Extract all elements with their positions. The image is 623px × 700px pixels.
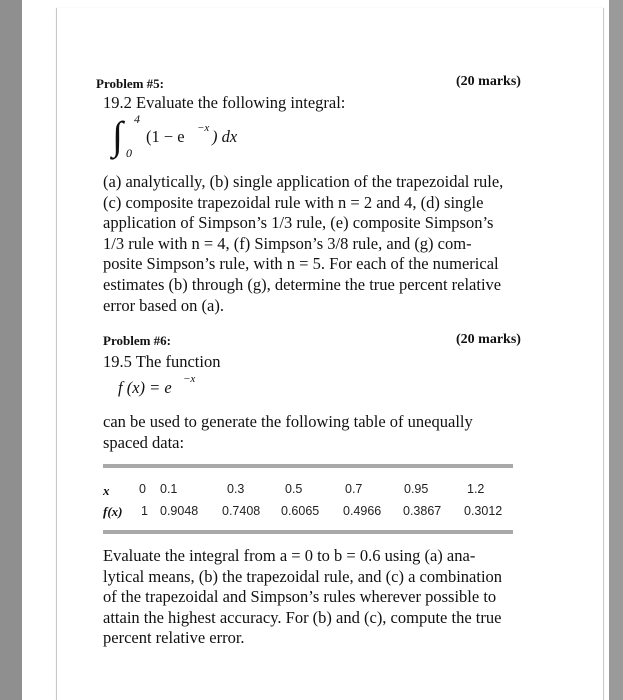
- integral-lower-limit: 0: [126, 146, 132, 160]
- table-top-rule: [103, 464, 513, 468]
- table-fx-label: f(x): [103, 504, 123, 519]
- problem6-line: of the trapezoidal and Simpson’s rules wherever possible to: [103, 587, 497, 607]
- table-fx-value: 0.4966: [343, 504, 382, 518]
- problem6-line: lytical means, (b) the trapezoidal rule, and (c) a combination: [103, 566, 503, 586]
- problem5-line: 1/3 rule with n = 4, (f) Simpson’s 3/8 rule, and (g) com-: [103, 233, 472, 253]
- table-fx-value: 0.6065: [281, 504, 320, 518]
- integral-expression: [112, 112, 312, 162]
- integral-dx: ) dx: [212, 127, 238, 146]
- table-fx-value: 0.7408: [222, 504, 261, 518]
- function-definition: [118, 373, 238, 401]
- problem5-paragraph: [103, 172, 523, 316]
- table-x-value: 0.5: [285, 482, 303, 496]
- table-fx-value: 1: [141, 504, 148, 518]
- problem6-paragraph: [103, 546, 523, 649]
- table-x-value: 0.7: [345, 482, 363, 496]
- problem6-marks: (20 marks): [456, 332, 521, 347]
- table-x-value: 0.95: [404, 482, 429, 496]
- integrand-exponent: −x: [197, 122, 210, 134]
- integral-upper-limit: 4: [134, 112, 140, 126]
- problem6-line: percent relative error.: [103, 628, 245, 648]
- integral-sign: ∫: [112, 113, 123, 158]
- problem5-heading: Problem #5:: [96, 76, 164, 91]
- problem5-line: estimates (b) through (g), determine the true percent relative: [103, 274, 502, 294]
- right-margin-bar: [609, 0, 623, 700]
- integrand: (1 − e: [146, 127, 185, 146]
- problem6-intro-line: spaced data:: [103, 432, 185, 452]
- table-x-value: 0.1: [160, 482, 178, 496]
- table-bottom-rule: [103, 530, 513, 534]
- problem6-heading: Problem #6:: [103, 333, 171, 348]
- table-fx-value: 0.9048: [160, 504, 199, 518]
- problem6-question: 19.5 The function: [103, 352, 221, 371]
- problem6-intro: [103, 412, 523, 453]
- function-lhs: f (x) = e: [118, 378, 172, 397]
- table-x-label: x: [103, 483, 110, 498]
- problem6-line: attain the highest accuracy. For (b) and (c), compute the true: [103, 607, 502, 627]
- table-x-value: 0: [139, 482, 146, 496]
- problem5-question: 19.2 Evaluate the following integral:: [103, 93, 346, 112]
- problem5-marks: (20 marks): [456, 74, 521, 89]
- problem5-line: posite Simpson’s rule, with n = 5. For each of the numerical: [103, 254, 499, 274]
- table-x-value: 0.3: [227, 482, 245, 496]
- problem5-line: (a) analytically, (b) single application of the trapezoidal rule,: [103, 172, 504, 191]
- table-x-value: 1.2: [467, 482, 485, 496]
- table-fx-value: 0.3867: [403, 504, 442, 518]
- left-margin-bar: [0, 0, 22, 700]
- problem5-line: error based on (a).: [103, 295, 224, 315]
- function-exponent: −x: [183, 373, 196, 385]
- problem5-line: application of Simpson’s 1/3 rule, (e) composite Simpson’s: [103, 213, 494, 233]
- problem6-line: Evaluate the integral from a = 0 to b = 0.6 using (a) ana-: [103, 546, 476, 565]
- table-fx-value: 0.3012: [464, 504, 503, 518]
- problem5-line: (c) composite trapezoidal rule with n = 2 and 4, (d) single: [103, 192, 484, 212]
- problem6-intro-line: can be used to generate the following table of unequally: [103, 412, 473, 431]
